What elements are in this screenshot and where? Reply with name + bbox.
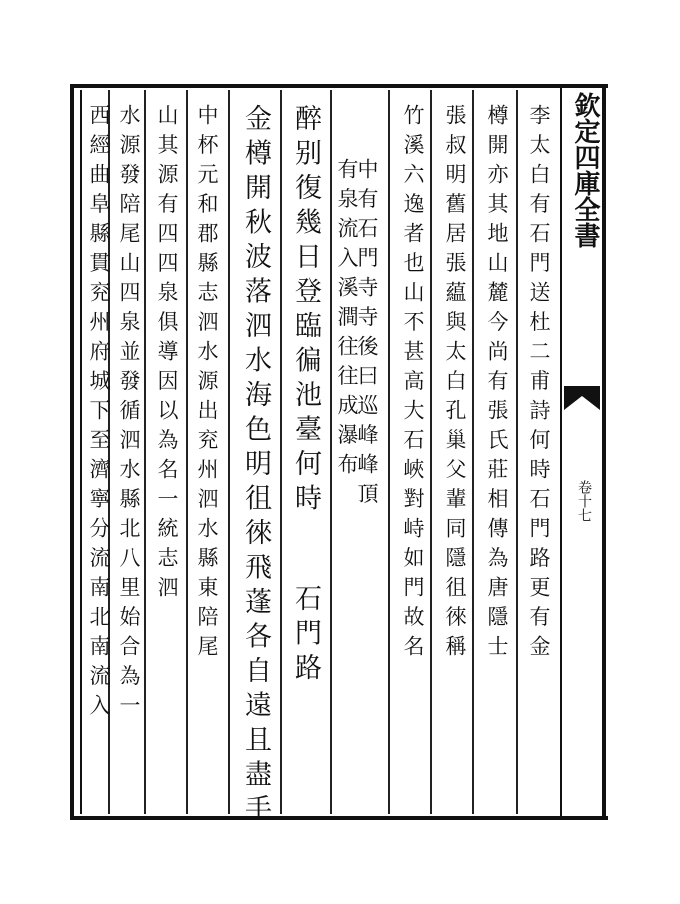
column-rule <box>144 90 146 814</box>
column-rule <box>228 90 230 814</box>
text-column-5: 中有石門寺寺後曰巡峰峰頂 <box>355 158 379 512</box>
text-column-7: 中杯元和郡縣志泗水源出兖州泗水縣東陪尾 <box>195 104 219 665</box>
chapter-label: 卷十七 <box>576 480 592 522</box>
book-title: 欽定四庫全書 <box>570 92 600 248</box>
poem-column-1: 醉别復幾日登臨徧池臺何時 <box>290 104 321 518</box>
column-rule <box>430 90 432 814</box>
frame-left-border <box>70 84 74 820</box>
column-rule <box>280 90 282 814</box>
column-rule <box>330 90 332 814</box>
frame-bottom-border <box>72 816 608 820</box>
text-column-10: 西經曲阜縣貫兖州府城下至濟寧分流南北南流入 <box>87 104 111 724</box>
text-column-6: 有泉流入溪澗往往成瀑布 <box>335 158 359 483</box>
column-rule <box>186 90 188 814</box>
fishtail-mark-icon <box>562 384 602 412</box>
text-column-2: 樽開亦其地山麓今尚有張氏莊相傳為唐隱士 <box>485 104 509 665</box>
frame-top-border <box>72 84 608 88</box>
frame-inner-rule <box>80 90 82 814</box>
column-rule <box>388 90 390 814</box>
page-margin-strip <box>560 88 604 816</box>
text-column-8: 山其源有四四泉俱導因以為名一統志泗 <box>155 104 179 606</box>
poem-column-2: 金樽開秋波落泗水海色明徂徠飛蓬各自遠且盡手 <box>240 104 271 829</box>
text-column-3: 張叔明舊居張藴與太白孔巢父輩同隱徂徠稱 <box>443 104 467 665</box>
text-column-1: 李太白有石門送杜二甫詩何時石門路更有金 <box>527 104 551 665</box>
text-column-4: 竹溪六逸者也山不甚高大石峽對峙如門故名 <box>401 104 425 665</box>
column-rule <box>472 90 474 814</box>
poem-column-1b: 石門路 <box>290 584 321 688</box>
column-rule <box>516 90 518 814</box>
text-column-9: 水源發陪尾山四泉並發循泗水縣北八里始合為一 <box>117 104 141 724</box>
